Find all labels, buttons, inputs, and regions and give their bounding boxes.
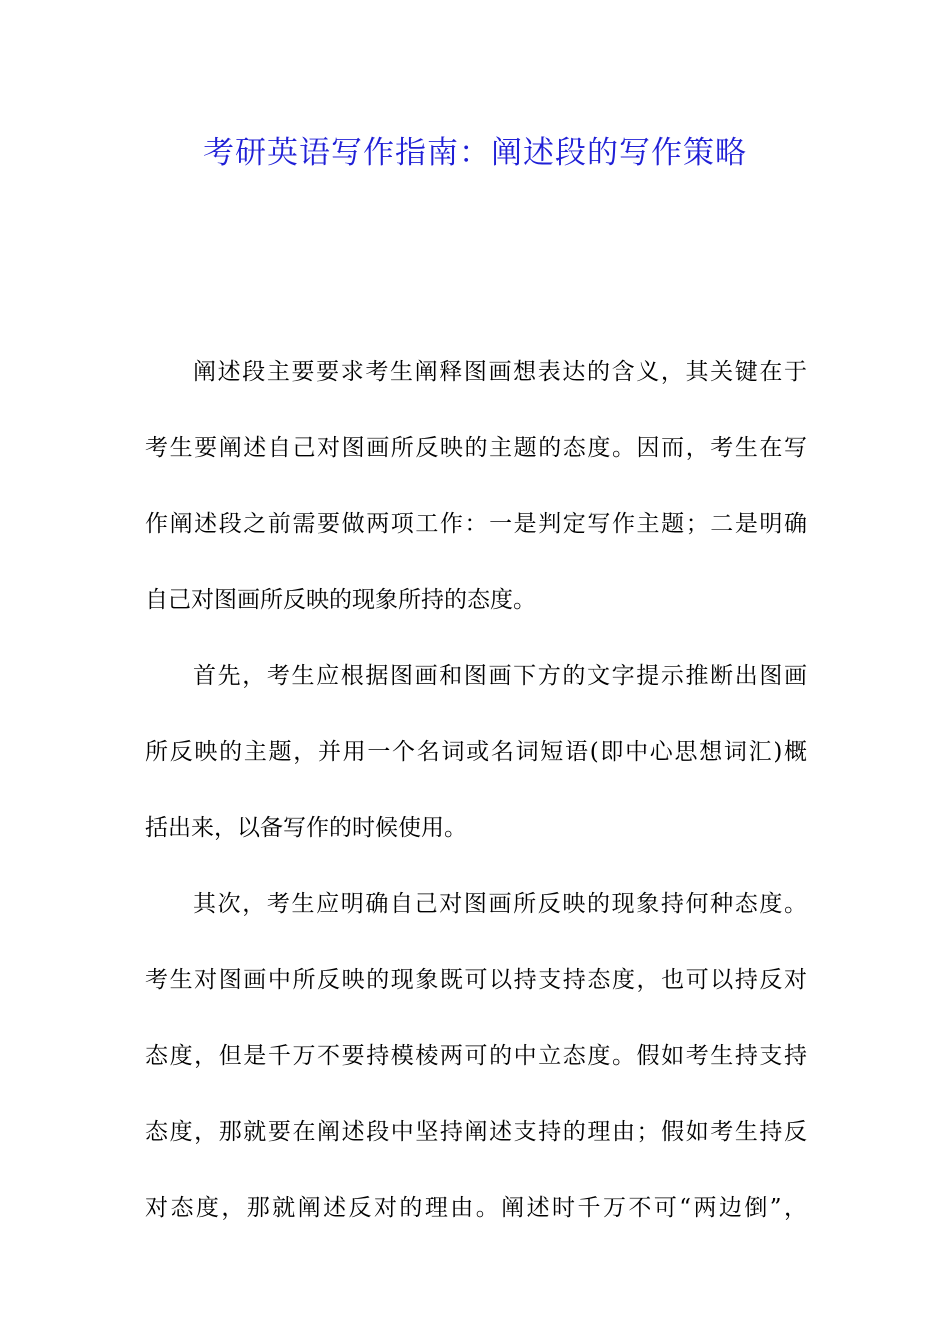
paragraph-3-line-3: 态度，但是千万不要持模棱两可的中立态度。假如考生持支持 <box>145 1043 807 1069</box>
paragraph-3-line-4: 态度，那就要在阐述段中坚持阐述支持的理由；假如考生持反 <box>145 1119 807 1145</box>
paragraph-3-line-5: 对态度，那就阐述反对的理由。阐述时千万不可“两边倒”， <box>145 1195 807 1221</box>
paragraph-1-line-2: 考生要阐述自己对图画所反映的主题的态度。因而，考生在写 <box>145 435 807 461</box>
paragraph-3-line-1: 其次，考生应明确自己对图画所反映的现象持何种态度。 <box>193 891 807 917</box>
paragraph-1-line-3: 作阐述段之前需要做两项工作：一是判定写作主题；二是明确 <box>145 511 807 537</box>
paragraph-2-line-2: 所反映的主题，并用一个名词或名词短语(即中心思想词汇)概 <box>145 739 807 765</box>
paragraph-1-line-4: 自己对图画所反映的现象所持的态度。 <box>145 587 536 613</box>
paragraph-2-line-1: 首先，考生应根据图画和图画下方的文字提示推断出图画 <box>193 663 807 689</box>
document-body <box>145 334 807 1246</box>
paragraph-3-line-2: 考生对图画中所反映的现象既可以持支持态度，也可以持反对 <box>145 967 807 993</box>
document-title: 考研英语写作指南：阐述段的写作策略 <box>203 135 747 171</box>
paragraph-2-line-3: 括出来，以备写作的时候使用。 <box>145 815 467 841</box>
paragraph-1-line-1: 阐述段主要要求考生阐释图画想表达的含义，其关键在于 <box>193 359 807 385</box>
